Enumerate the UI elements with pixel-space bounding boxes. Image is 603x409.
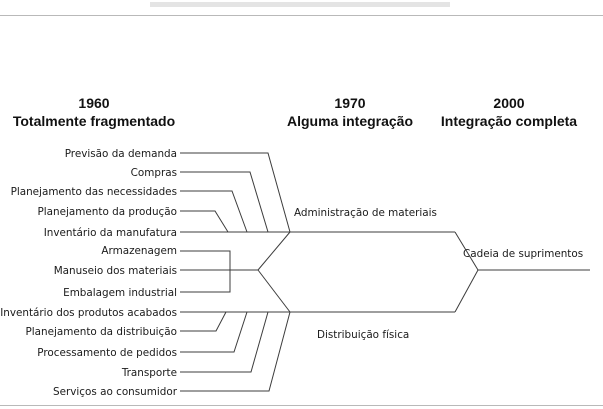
activity-label-5: Inventário da manufatura: [43, 227, 177, 239]
activity-label-9: Inventário dos produtos acabados: [0, 307, 177, 319]
connector-planejamento-da-distribuicao: [180, 312, 226, 331]
activity-label-3: Planejamento das necessidades: [10, 186, 177, 198]
connector-processamento-de-pedidos: [180, 312, 247, 352]
era-year-1960: 1960: [78, 95, 110, 111]
activity-label-4: Planejamento da produção: [37, 206, 177, 218]
activity-label-8: Embalagem industrial: [63, 287, 177, 299]
era-year-2000: 2000: [493, 95, 525, 111]
connector-compras: [180, 172, 268, 232]
connector-transporte: [180, 312, 268, 372]
activity-label-12: Transporte: [121, 367, 177, 379]
era-year-1970: 1970: [334, 95, 366, 111]
era-title-2000: Integração completa: [440, 113, 578, 129]
activity-label-11: Processamento de pedidos: [37, 347, 177, 359]
group-label-physical-distribution: Distribuição física: [317, 329, 410, 341]
group-label-materials: Administração de materiais: [294, 207, 437, 219]
activity-label-7: Manuseio dos materiais: [53, 265, 177, 277]
connector-armazenagem: [180, 251, 230, 270]
converge-to-distribution: [258, 270, 290, 312]
activity-label-10: Planejamento da distribuição: [25, 326, 177, 338]
connector-planejamento-da-producao: [180, 211, 228, 232]
activity-label-1: Previsão da demanda: [64, 148, 177, 160]
era-title-1960: Totalmente fragmentado: [12, 113, 176, 129]
activity-label-2: Compras: [130, 167, 177, 179]
connector-previsao-da-demanda: [180, 153, 290, 232]
activity-label-13: Serviços ao consumidor: [53, 386, 177, 398]
group-label-supply-chain: Cadeia de suprimentos: [463, 248, 584, 260]
connector-embalagem-industrial: [180, 270, 230, 292]
connector-distribution-to-supply-chain: [455, 270, 478, 312]
era-title-1970: Alguma integração: [286, 113, 414, 129]
converge-to-materials: [258, 232, 290, 270]
activity-label-6: Armazenagem: [101, 245, 177, 257]
